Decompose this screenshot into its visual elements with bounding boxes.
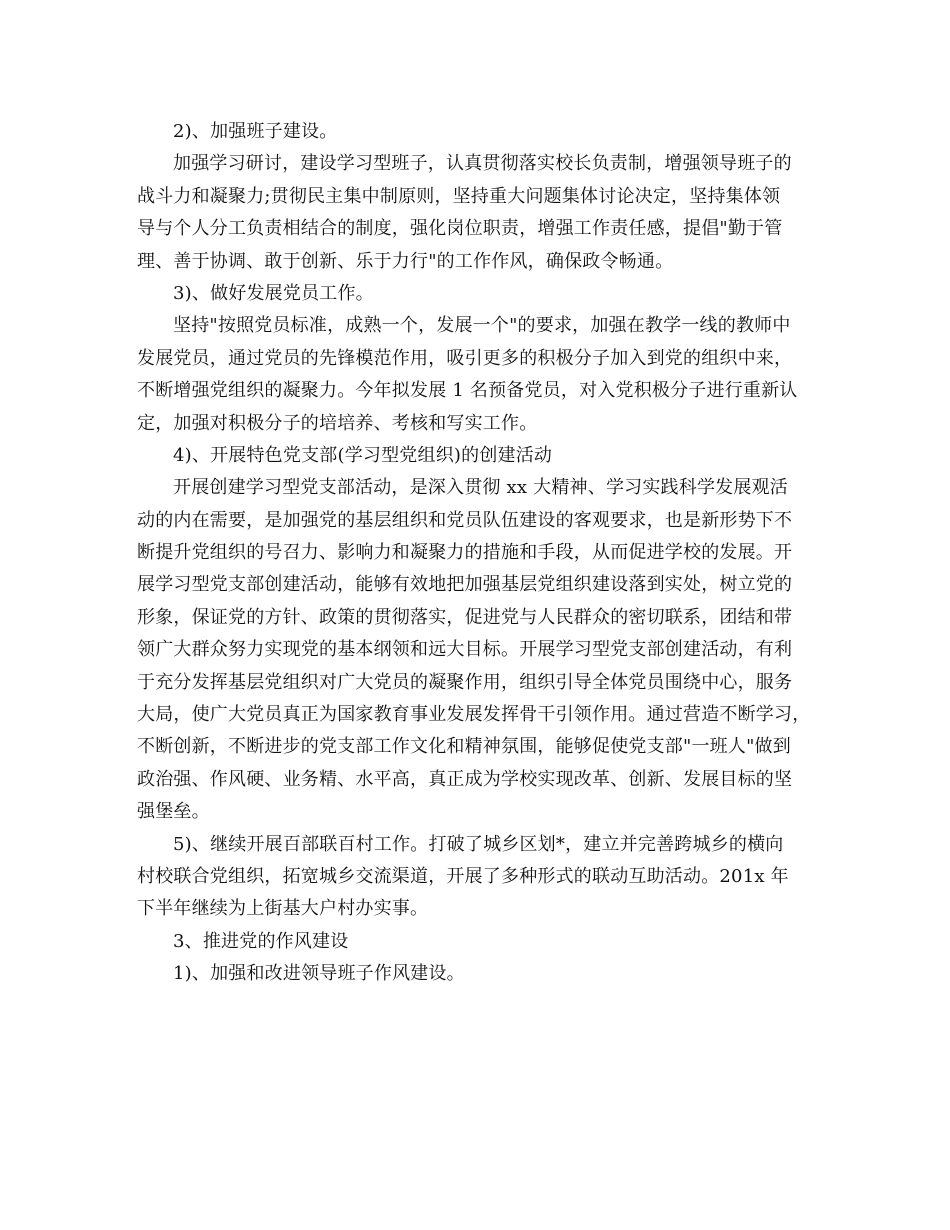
text-line: 动的内在需要，是加强党的基层组织和党员队伍建设的客观要求，也是新形势下不: [137, 509, 793, 531]
text-line: 强堡垒。: [137, 801, 210, 823]
text-line: 3)、做好发展党员工作。: [173, 282, 374, 304]
document-body: [137, 116, 817, 991]
text-line: 断提升党组织的号召力、影响力和凝聚力的措施和手段，从而促进学校的发展。开: [137, 542, 793, 564]
text-line: 5)、继续开展百部联百村工作。打破了城乡区划*，建立并完善跨城乡的横向: [173, 833, 784, 855]
text-line: 定，加强对积极分子的培培养、考核和写实工作。: [137, 412, 538, 434]
text-line: 1)、加强和改进领导班子作风建设。: [173, 963, 465, 985]
text-line: 不断增强党组织的凝聚力。今年拟发展 1 名预备党员，对入党积极分子进行重新认: [137, 380, 798, 402]
text-line: 展学习型党支部创建活动，能够有效地把加强基层党组织建设落到实处，树立党的: [137, 574, 793, 596]
text-line: 导与个人分工负责相结合的制度，强化岗位职责，增强工作责任感，提倡"勤于管: [137, 218, 783, 240]
text-line: 政治强、作风硬、业务精、水平高，真正成为学校实现改革、创新、发展目标的坚: [137, 768, 793, 790]
text-line: 领广大群众努力实现党的基本纲领和远大目标。开展学习型党支部创建活动，有利: [137, 639, 793, 661]
text-line: 加强学习研讨，建设学习型班子，认真贯彻落实校长负责制，增强领导班子的: [173, 153, 792, 175]
text-line: 不断创新，不断进步的党支部工作文化和精神氛围，能够促使党支部"一班人"做到: [137, 736, 791, 758]
text-line: 下半年继续为上街基大户村办实事。: [137, 898, 429, 920]
text-line: 形象，保证党的方针、政策的贯彻落实，促进党与人民群众的密切联系，团结和带: [137, 606, 793, 628]
text-line: 村校联合党组织，拓宽城乡交流渠道，开展了多种形式的联动互助活动。201x 年: [137, 865, 789, 887]
text-line: 发展党员，通过党员的先锋模范作用，吸引更多的积极分子加入到党的组织中来，: [137, 347, 793, 369]
text-line: 于充分发挥基层党组织对广大党员的凝聚作用，组织引导全体党员围绕中心，服务: [137, 671, 793, 693]
text-line: 理、善于协调、敢于创新、乐于力行"的工作作风，确保政令畅通。: [137, 250, 674, 272]
text-line: 2)、加强班子建设。: [173, 121, 338, 142]
text-line: 3、推进党的作风建设: [173, 930, 349, 952]
text-line: 4)、开展特色党支部(学习型党组织)的创建活动: [173, 444, 553, 466]
text-line: 开展创建学习型党支部活动，是深入贯彻 xx 大精神、学习实践科学发展观活: [173, 477, 788, 499]
text-line: 战斗力和凝聚力;贯彻民主集中制原则，坚持重大问题集体讨论决定，坚持集体领: [137, 185, 781, 207]
text-line: 坚持"按照党员标准，成熟一个，发展一个"的要求，加强在教学一线的教师中: [173, 315, 791, 337]
text-line: 大局，使广大党员真正为国家教育事业发展发挥骨干引领作用。通过营造不断学习，: [137, 704, 811, 726]
